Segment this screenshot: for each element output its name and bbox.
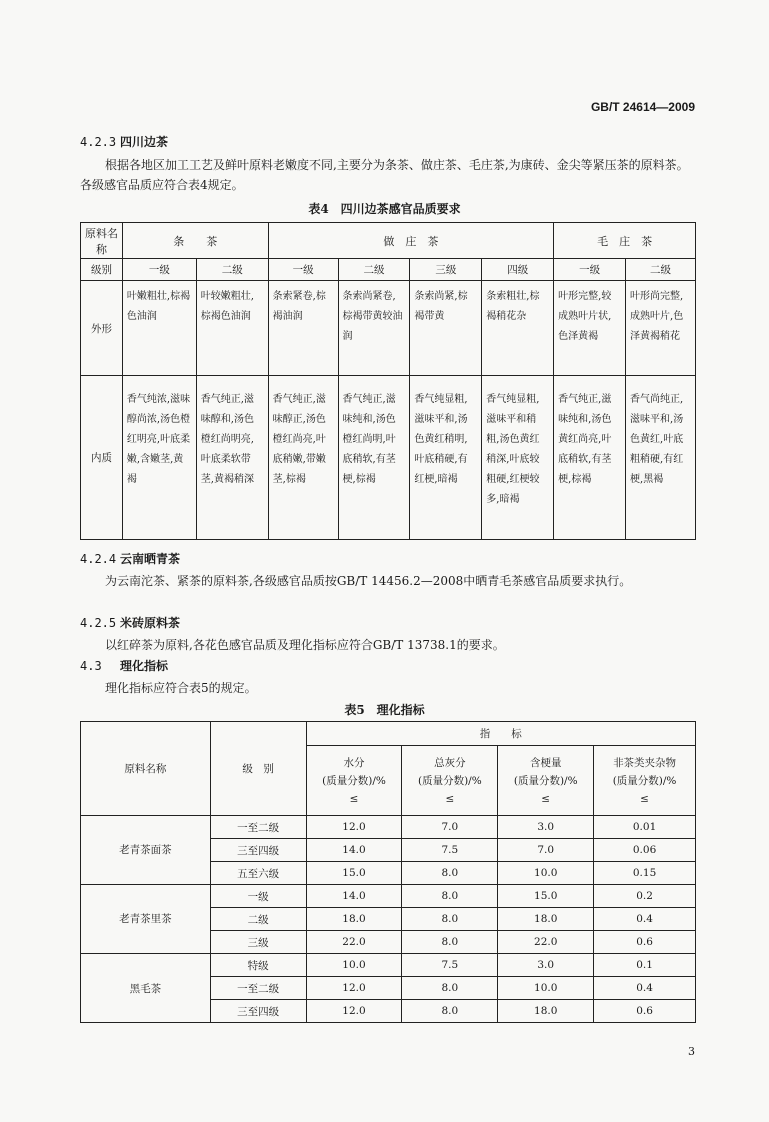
table-5-grade: 一级 [210, 885, 306, 908]
section-number: 4.3 [80, 659, 102, 673]
table-5 [80, 721, 696, 1023]
table-4-cell: 香气纯浓,滋味醇尚浓,汤色橙红明亮,叶底柔嫩,含嫩茎,黄褐 [122, 376, 196, 540]
metric-name: 水分 [343, 756, 365, 769]
table-4-cell: 香气纯正,滋味纯和,汤色橙红尚明,叶底稍软,有茎梗,棕褐 [338, 376, 410, 540]
table-4-grade: 二级 [626, 259, 696, 281]
table-5-cell: 7.0 [402, 816, 498, 839]
table-5-cell: 0.6 [594, 1000, 696, 1023]
table-4-group-header: 毛 庄 茶 [554, 223, 696, 259]
table-5-cell: 8.0 [402, 1000, 498, 1023]
table-4-row-label: 内质 [81, 376, 123, 540]
table-5-cell: 14.0 [306, 839, 402, 862]
table-4-grade: 四级 [482, 259, 554, 281]
section-4-2-3-paragraph: 根据各地区加工工艺及鲜叶原料老嫩度不同,主要分为条茶、做庄茶、毛庄茶,为康砖、金尖等紧压茶的原料茶。各级感官品质应符合表4规定。 [80, 158, 689, 192]
table-5-cell: 8.0 [402, 862, 498, 885]
table-5-cell: 18.0 [306, 908, 402, 931]
table-4-caption: 表4 四川边茶感官品质要求 [308, 202, 461, 216]
table-4-grade: 一级 [122, 259, 196, 281]
standard-number: GB/T 24614—2009 [590, 100, 695, 114]
section-4-3-paragraph: 理化指标应符合表5的规定。 [105, 681, 257, 695]
table-5-grade: 特级 [210, 954, 306, 977]
table-5-metric-header [498, 746, 594, 816]
table-4-group-header: 做 庄 茶 [268, 223, 554, 259]
table-5-col-grade: 级 别 [210, 722, 306, 816]
table-5-cell: 10.0 [498, 977, 594, 1000]
section-title: 四川边茶 [120, 135, 169, 149]
table-4-grade: 一级 [554, 259, 626, 281]
section-title: 理化指标 [120, 659, 169, 673]
table-5-metric-header [402, 746, 498, 816]
section-number: 4.2.4 [80, 552, 117, 566]
table-4-grade: 二级 [338, 259, 410, 281]
table-4-cell: 叶形尚完整,成熟叶片,色泽黄褐稍花 [626, 281, 696, 376]
section-number: 4.2.5 [80, 616, 117, 630]
table-5-cell: 18.0 [498, 1000, 594, 1023]
table-5-group-name: 老青茶里茶 [81, 885, 211, 954]
table-4-cell: 香气纯显粗,滋味平和,汤色黄红稍明,叶底稍硬,有红梗,暗褐 [410, 376, 482, 540]
page-number: 3 [688, 1045, 695, 1058]
table-5-cell: 0.15 [594, 862, 696, 885]
table-5-cell: 8.0 [402, 931, 498, 954]
table-4 [80, 222, 696, 540]
table-5-group-name: 老青茶面茶 [81, 816, 211, 885]
table-5-metric-header [306, 746, 402, 816]
table-5-cell: 0.6 [594, 931, 696, 954]
table-4-cell: 叶嫩粗壮,棕褐色油润 [122, 281, 196, 376]
table-5-cell: 3.0 [498, 816, 594, 839]
table-4-cell: 香气尚纯正,滋味平和,汤色黄红,叶底粗稍硬,有红梗,黑褐 [626, 376, 696, 540]
table-5-metric-header [594, 746, 696, 816]
section-4-2-4-paragraph: 为云南沱茶、紧茶的原料茶,各级感官品质按GB/T 14456.2—2008中晒青毛茶感官品质要求执行。 [105, 574, 632, 588]
table-4-cell: 叶较嫩粗壮,棕褐色油润 [196, 281, 268, 376]
table-4-grade: 二级 [196, 259, 268, 281]
table-4-grade: 三级 [410, 259, 482, 281]
section-4-2-5-paragraph: 以红碎茶为原料,各花色感官品质及理化指标应符合GB/T 13738.1的要求。 [105, 638, 505, 652]
table-5-cell: 0.06 [594, 839, 696, 862]
section-4-2-5-heading [80, 614, 180, 631]
table-4-cell: 条索尚紧卷,棕褐带黄较油润 [338, 281, 410, 376]
table-4-cell: 条索粗壮,棕褐稍花杂 [482, 281, 554, 376]
table-5-cell: 7.0 [498, 839, 594, 862]
table-5-cell: 22.0 [306, 931, 402, 954]
metric-unit: (质量分数)/% [417, 774, 482, 787]
section-4-2-3-heading [80, 133, 168, 150]
metric-unit: (质量分数)/% [513, 774, 578, 787]
metric-unit: (质量分数)/% [612, 774, 677, 787]
table-5-grade: 五至六级 [210, 862, 306, 885]
metric-unit: (质量分数)/% [322, 774, 386, 787]
table-4-grade: 一级 [268, 259, 338, 281]
table-5-cell: 15.0 [306, 862, 402, 885]
section-number: 4.2.3 [80, 135, 117, 149]
metric-name: 非茶类夹杂物 [613, 756, 677, 769]
table-5-cell: 14.0 [306, 885, 402, 908]
table-5-grade: 一至二级 [210, 816, 306, 839]
table-5-grade: 二级 [210, 908, 306, 931]
table-5-cell: 15.0 [498, 885, 594, 908]
table-5-cell: 0.2 [594, 885, 696, 908]
table-5-cell: 0.4 [594, 908, 696, 931]
table-4-group-header: 条 茶 [122, 223, 268, 259]
table-5-cell: 0.4 [594, 977, 696, 1000]
table-5-grade: 三至四级 [210, 1000, 306, 1023]
table-5-caption: 表5 理化指标 [344, 703, 425, 717]
table-5-cell: 8.0 [402, 977, 498, 1000]
table-5-cell: 8.0 [402, 908, 498, 931]
metric-name: 含梗量 [529, 756, 562, 769]
table-5-cell: 12.0 [306, 1000, 402, 1023]
table-5-cell: 8.0 [402, 885, 498, 908]
table-5-cell: 7.5 [402, 839, 498, 862]
table-4-row-label: 外形 [81, 281, 123, 376]
section-4-2-4-heading [80, 550, 180, 567]
table-5-cell: 0.01 [594, 816, 696, 839]
table-4-cell: 条索紧卷,棕褐油润 [268, 281, 338, 376]
table-4-cell: 香气纯正,滋味醇和,汤色橙红尚明亮,叶底柔软带茎,黄褐稍深 [196, 376, 268, 540]
section-4-3-heading [80, 657, 168, 674]
metric-cmp: ≤ [541, 792, 551, 805]
table-5-cell: 22.0 [498, 931, 594, 954]
metric-cmp: ≤ [640, 792, 649, 805]
table-4-cell: 香气纯正,滋味纯和,汤色黄红尚亮,叶底稍软,有茎梗,棕褐 [554, 376, 626, 540]
table-5-group-name: 黑毛茶 [81, 954, 211, 1023]
metric-name: 总灰分 [434, 756, 466, 769]
table-4-cell: 叶形完整,较成熟叶片状,色泽黄褐 [554, 281, 626, 376]
table-4-grade-label: 级别 [81, 259, 123, 281]
section-title: 米砖原料茶 [120, 616, 181, 630]
table-5-cell: 18.0 [498, 908, 594, 931]
table-5-col-name: 原料名称 [81, 722, 211, 816]
metric-cmp: ≤ [445, 792, 455, 805]
table-5-grade: 三级 [210, 931, 306, 954]
table-4-corner: 原料名称 [81, 223, 123, 259]
table-5-cell: 3.0 [498, 954, 594, 977]
table-5-grade: 一至二级 [210, 977, 306, 1000]
table-5-cell: 10.0 [306, 954, 402, 977]
table-5-indicator-header: 指 标 [306, 722, 695, 746]
table-5-cell: 7.5 [402, 954, 498, 977]
table-5-cell: 12.0 [306, 977, 402, 1000]
table-4-cell: 香气纯显粗,滋味平和稍粗,汤色黄红稍深,叶底较粗硬,红梗较多,暗褐 [482, 376, 554, 540]
table-5-grade: 三至四级 [210, 839, 306, 862]
table-5-cell: 0.1 [594, 954, 696, 977]
table-4-cell: 香气纯正,滋味醇正,汤色橙红尚亮,叶底稍嫩,带嫩茎,棕褐 [268, 376, 338, 540]
table-4-cell: 条索尚紧,棕褐带黄 [410, 281, 482, 376]
table-5-cell: 10.0 [498, 862, 594, 885]
metric-cmp: ≤ [349, 792, 359, 805]
section-title: 云南晒青茶 [120, 552, 181, 566]
table-5-cell: 12.0 [306, 816, 402, 839]
